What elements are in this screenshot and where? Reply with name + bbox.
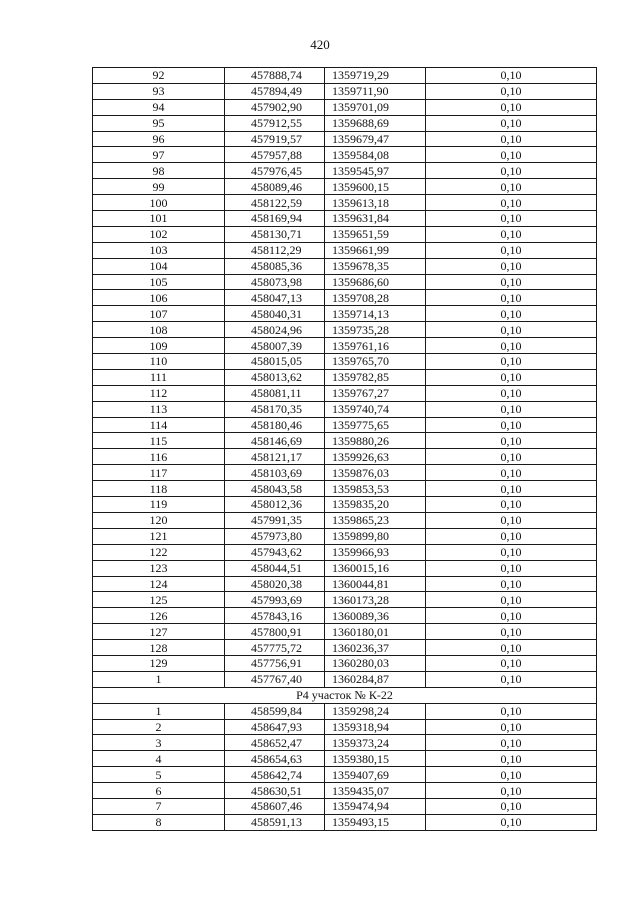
y-coordinate-cell: 1359853,53 (325, 481, 426, 497)
coordinates-table (92, 67, 597, 831)
accuracy-cell: 0,10 (426, 385, 597, 401)
point-number-cell: 105 (93, 274, 225, 290)
point-number-cell: 125 (93, 592, 225, 608)
x-coordinate-cell: 458169,94 (225, 211, 325, 227)
table-row (93, 354, 597, 370)
y-coordinate-cell: 1359719,29 (325, 68, 426, 84)
y-coordinate-cell: 1360173,28 (325, 592, 426, 608)
y-coordinate-cell: 1359740,74 (325, 401, 426, 417)
y-coordinate-cell: 1359735,28 (325, 322, 426, 338)
accuracy-cell: 0,10 (426, 783, 597, 799)
y-coordinate-cell: 1359708,28 (325, 290, 426, 306)
accuracy-cell: 0,10 (426, 258, 597, 274)
table-row (93, 592, 597, 608)
table-row (93, 290, 597, 306)
accuracy-cell: 0,10 (426, 703, 597, 719)
accuracy-cell: 0,10 (426, 512, 597, 528)
x-coordinate-cell: 457976,45 (225, 163, 325, 179)
y-coordinate-cell: 1359899,80 (325, 528, 426, 544)
x-coordinate-cell: 458024,96 (225, 322, 325, 338)
x-coordinate-cell: 457919,57 (225, 131, 325, 147)
x-coordinate-cell: 458647,93 (225, 719, 325, 735)
point-number-cell: 8 (93, 814, 225, 830)
table-row (93, 751, 597, 767)
point-number-cell: 120 (93, 512, 225, 528)
point-number-cell: 107 (93, 306, 225, 322)
page-number: 420 (310, 37, 330, 52)
x-coordinate-cell: 458122,59 (225, 195, 325, 211)
table-row (93, 385, 597, 401)
y-coordinate-cell: 1360280,03 (325, 655, 426, 671)
accuracy-cell: 0,10 (426, 481, 597, 497)
accuracy-cell: 0,10 (426, 226, 597, 242)
table-row (93, 528, 597, 544)
accuracy-cell: 0,10 (426, 274, 597, 290)
point-number-cell: 5 (93, 767, 225, 783)
x-coordinate-cell: 457957,88 (225, 147, 325, 163)
point-number-cell: 92 (93, 68, 225, 84)
y-coordinate-cell: 1359678,35 (325, 258, 426, 274)
y-coordinate-cell: 1359318,94 (325, 719, 426, 735)
x-coordinate-cell: 458652,47 (225, 735, 325, 751)
point-number-cell: 96 (93, 131, 225, 147)
x-coordinate-cell: 458103,69 (225, 465, 325, 481)
accuracy-cell: 0,10 (426, 655, 597, 671)
table-row (93, 258, 597, 274)
accuracy-cell: 0,10 (426, 544, 597, 560)
table-row (93, 783, 597, 799)
y-coordinate-cell: 1359688,69 (325, 115, 426, 131)
table-row (93, 401, 597, 417)
accuracy-cell: 0,10 (426, 751, 597, 767)
point-number-cell: 101 (93, 211, 225, 227)
table-row (93, 179, 597, 195)
table-row (93, 560, 597, 576)
section-title: Р4 участок № К-22 (93, 687, 597, 703)
table-row (93, 131, 597, 147)
point-number-cell: 114 (93, 417, 225, 433)
accuracy-cell: 0,10 (426, 163, 597, 179)
accuracy-cell: 0,10 (426, 592, 597, 608)
point-number-cell: 117 (93, 465, 225, 481)
table-row (93, 83, 597, 99)
x-coordinate-cell: 457800,91 (225, 624, 325, 640)
x-coordinate-cell: 458654,63 (225, 751, 325, 767)
y-coordinate-cell: 1359966,93 (325, 544, 426, 560)
y-coordinate-cell: 1360015,16 (325, 560, 426, 576)
x-coordinate-cell: 458040,31 (225, 306, 325, 322)
accuracy-cell: 0,10 (426, 147, 597, 163)
accuracy-cell: 0,10 (426, 449, 597, 465)
table-row (93, 306, 597, 322)
table-row (93, 417, 597, 433)
table-row (93, 608, 597, 624)
x-coordinate-cell: 457902,90 (225, 99, 325, 115)
accuracy-cell: 0,10 (426, 528, 597, 544)
y-coordinate-cell: 1359435,07 (325, 783, 426, 799)
accuracy-cell: 0,10 (426, 195, 597, 211)
accuracy-cell: 0,10 (426, 369, 597, 385)
point-number-cell: 102 (93, 226, 225, 242)
table-row (93, 798, 597, 814)
accuracy-cell: 0,10 (426, 306, 597, 322)
x-coordinate-cell: 458599,84 (225, 703, 325, 719)
point-number-cell: 1 (93, 671, 225, 687)
table-row (93, 99, 597, 115)
accuracy-cell: 0,10 (426, 433, 597, 449)
point-number-cell: 113 (93, 401, 225, 417)
y-coordinate-cell: 1360236,37 (325, 640, 426, 656)
accuracy-cell: 0,10 (426, 560, 597, 576)
point-number-cell: 119 (93, 497, 225, 513)
x-coordinate-cell: 458020,38 (225, 576, 325, 592)
point-number-cell: 103 (93, 242, 225, 258)
accuracy-cell: 0,10 (426, 115, 597, 131)
y-coordinate-cell: 1359493,15 (325, 814, 426, 830)
x-coordinate-cell: 458047,13 (225, 290, 325, 306)
point-number-cell: 106 (93, 290, 225, 306)
point-number-cell: 97 (93, 147, 225, 163)
accuracy-cell: 0,10 (426, 354, 597, 370)
y-coordinate-cell: 1359373,24 (325, 735, 426, 751)
table-row (93, 719, 597, 735)
x-coordinate-cell: 458607,46 (225, 798, 325, 814)
accuracy-cell: 0,10 (426, 242, 597, 258)
x-coordinate-cell: 458112,29 (225, 242, 325, 258)
point-number-cell: 121 (93, 528, 225, 544)
x-coordinate-cell: 458013,62 (225, 369, 325, 385)
table-row (93, 274, 597, 290)
x-coordinate-cell: 458085,36 (225, 258, 325, 274)
point-number-cell: 7 (93, 798, 225, 814)
y-coordinate-cell: 1360089,36 (325, 608, 426, 624)
point-number-cell: 94 (93, 99, 225, 115)
accuracy-cell: 0,10 (426, 814, 597, 830)
x-coordinate-cell: 457973,80 (225, 528, 325, 544)
accuracy-cell: 0,10 (426, 767, 597, 783)
point-number-cell: 126 (93, 608, 225, 624)
accuracy-cell: 0,10 (426, 131, 597, 147)
accuracy-cell: 0,10 (426, 322, 597, 338)
y-coordinate-cell: 1359613,18 (325, 195, 426, 211)
x-coordinate-cell: 458043,58 (225, 481, 325, 497)
x-coordinate-cell: 458012,36 (225, 497, 325, 513)
point-number-cell: 2 (93, 719, 225, 735)
y-coordinate-cell: 1359380,15 (325, 751, 426, 767)
point-number-cell: 95 (93, 115, 225, 131)
accuracy-cell: 0,10 (426, 68, 597, 84)
table-row (93, 655, 597, 671)
y-coordinate-cell: 1360180,01 (325, 624, 426, 640)
y-coordinate-cell: 1359584,08 (325, 147, 426, 163)
accuracy-cell: 0,10 (426, 83, 597, 99)
table-row (93, 68, 597, 84)
table-row (93, 115, 597, 131)
x-coordinate-cell: 458170,35 (225, 401, 325, 417)
x-coordinate-cell: 458121,17 (225, 449, 325, 465)
table-row (93, 767, 597, 783)
point-number-cell: 122 (93, 544, 225, 560)
table-row (93, 226, 597, 242)
point-number-cell: 4 (93, 751, 225, 767)
table-row (93, 544, 597, 560)
y-coordinate-cell: 1359686,60 (325, 274, 426, 290)
x-coordinate-cell: 458007,39 (225, 338, 325, 354)
x-coordinate-cell: 457894,49 (225, 83, 325, 99)
point-number-cell: 100 (93, 195, 225, 211)
table-row (93, 465, 597, 481)
table-row (93, 338, 597, 354)
point-number-cell: 109 (93, 338, 225, 354)
x-coordinate-cell: 457991,35 (225, 512, 325, 528)
table-row (93, 512, 597, 528)
table-row (93, 624, 597, 640)
x-coordinate-cell: 458081,11 (225, 385, 325, 401)
accuracy-cell: 0,10 (426, 735, 597, 751)
accuracy-cell: 0,10 (426, 719, 597, 735)
y-coordinate-cell: 1359701,09 (325, 99, 426, 115)
x-coordinate-cell: 458089,46 (225, 179, 325, 195)
table-row (93, 497, 597, 513)
y-coordinate-cell: 1359651,59 (325, 226, 426, 242)
y-coordinate-cell: 1359880,26 (325, 433, 426, 449)
x-coordinate-cell: 457843,16 (225, 608, 325, 624)
table-row (93, 211, 597, 227)
y-coordinate-cell: 1359631,84 (325, 211, 426, 227)
y-coordinate-cell: 1359474,94 (325, 798, 426, 814)
x-coordinate-cell: 458591,13 (225, 814, 325, 830)
x-coordinate-cell: 458015,05 (225, 354, 325, 370)
table-row (93, 163, 597, 179)
accuracy-cell: 0,10 (426, 640, 597, 656)
x-coordinate-cell: 457912,55 (225, 115, 325, 131)
point-number-cell: 99 (93, 179, 225, 195)
accuracy-cell: 0,10 (426, 671, 597, 687)
point-number-cell: 104 (93, 258, 225, 274)
y-coordinate-cell: 1359767,27 (325, 385, 426, 401)
y-coordinate-cell: 1359765,70 (325, 354, 426, 370)
point-number-cell: 93 (93, 83, 225, 99)
section-header-row (93, 687, 597, 703)
point-number-cell: 128 (93, 640, 225, 656)
table-row (93, 147, 597, 163)
x-coordinate-cell: 458073,98 (225, 274, 325, 290)
x-coordinate-cell: 458642,74 (225, 767, 325, 783)
table-row (93, 576, 597, 592)
y-coordinate-cell: 1360284,87 (325, 671, 426, 687)
accuracy-cell: 0,10 (426, 465, 597, 481)
table-row (93, 322, 597, 338)
x-coordinate-cell: 458180,46 (225, 417, 325, 433)
point-number-cell: 123 (93, 560, 225, 576)
accuracy-cell: 0,10 (426, 624, 597, 640)
x-coordinate-cell: 457993,69 (225, 592, 325, 608)
x-coordinate-cell: 458630,51 (225, 783, 325, 799)
table-row (93, 242, 597, 258)
y-coordinate-cell: 1359865,23 (325, 512, 426, 528)
y-coordinate-cell: 1360044,81 (325, 576, 426, 592)
point-number-cell: 1 (93, 703, 225, 719)
point-number-cell: 129 (93, 655, 225, 671)
y-coordinate-cell: 1359782,85 (325, 369, 426, 385)
table-row (93, 703, 597, 719)
accuracy-cell: 0,10 (426, 608, 597, 624)
table-row (93, 369, 597, 385)
point-number-cell: 116 (93, 449, 225, 465)
table-row (93, 481, 597, 497)
y-coordinate-cell: 1359298,24 (325, 703, 426, 719)
point-number-cell: 110 (93, 354, 225, 370)
point-number-cell: 115 (93, 433, 225, 449)
y-coordinate-cell: 1359679,47 (325, 131, 426, 147)
y-coordinate-cell: 1359876,03 (325, 465, 426, 481)
x-coordinate-cell: 458044,51 (225, 560, 325, 576)
point-number-cell: 98 (93, 163, 225, 179)
x-coordinate-cell: 458146,69 (225, 433, 325, 449)
y-coordinate-cell: 1359661,99 (325, 242, 426, 258)
point-number-cell: 127 (93, 624, 225, 640)
accuracy-cell: 0,10 (426, 290, 597, 306)
point-number-cell: 124 (93, 576, 225, 592)
y-coordinate-cell: 1359545,97 (325, 163, 426, 179)
table-row (93, 195, 597, 211)
x-coordinate-cell: 457888,74 (225, 68, 325, 84)
x-coordinate-cell: 457767,40 (225, 671, 325, 687)
accuracy-cell: 0,10 (426, 211, 597, 227)
table-row (93, 433, 597, 449)
y-coordinate-cell: 1359761,16 (325, 338, 426, 354)
accuracy-cell: 0,10 (426, 497, 597, 513)
x-coordinate-cell: 457775,72 (225, 640, 325, 656)
accuracy-cell: 0,10 (426, 798, 597, 814)
accuracy-cell: 0,10 (426, 179, 597, 195)
accuracy-cell: 0,10 (426, 338, 597, 354)
x-coordinate-cell: 457756,91 (225, 655, 325, 671)
point-number-cell: 108 (93, 322, 225, 338)
accuracy-cell: 0,10 (426, 417, 597, 433)
table-row (93, 735, 597, 751)
point-number-cell: 3 (93, 735, 225, 751)
accuracy-cell: 0,10 (426, 576, 597, 592)
table-row (93, 640, 597, 656)
table-row (93, 814, 597, 830)
y-coordinate-cell: 1359926,63 (325, 449, 426, 465)
point-number-cell: 111 (93, 369, 225, 385)
coordinates-table-body (93, 68, 597, 831)
table-row (93, 671, 597, 687)
y-coordinate-cell: 1359835,20 (325, 497, 426, 513)
y-coordinate-cell: 1359407,69 (325, 767, 426, 783)
point-number-cell: 112 (93, 385, 225, 401)
point-number-cell: 6 (93, 783, 225, 799)
table-row (93, 449, 597, 465)
y-coordinate-cell: 1359714,13 (325, 306, 426, 322)
x-coordinate-cell: 457943,62 (225, 544, 325, 560)
y-coordinate-cell: 1359711,90 (325, 83, 426, 99)
point-number-cell: 118 (93, 481, 225, 497)
accuracy-cell: 0,10 (426, 401, 597, 417)
accuracy-cell: 0,10 (426, 99, 597, 115)
y-coordinate-cell: 1359600,15 (325, 179, 426, 195)
x-coordinate-cell: 458130,71 (225, 226, 325, 242)
y-coordinate-cell: 1359775,65 (325, 417, 426, 433)
